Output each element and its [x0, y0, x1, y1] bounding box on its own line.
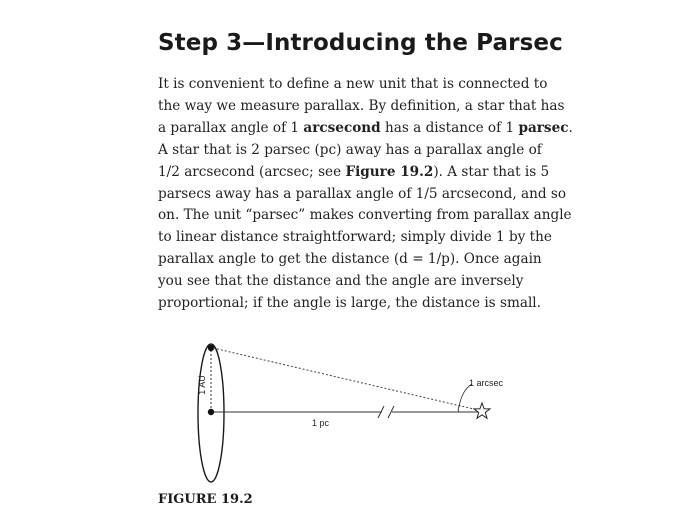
arcsec-label: 1 arcsec — [469, 378, 504, 388]
earth-position-center — [208, 409, 214, 415]
text-run: has a distance of 1 — [380, 119, 519, 136]
text-line: proportional; if the angle is large, the distance is small. — [158, 295, 541, 312]
text-run: a parallax angle of 1 — [158, 119, 304, 136]
text-run: ). A star that is 5 — [433, 163, 550, 180]
term-parsec: parsec — [518, 119, 569, 136]
text-run: . — [568, 119, 573, 136]
au-label: 1 AU — [197, 375, 207, 395]
pc-label: 1 pc — [312, 418, 330, 428]
text-line: on. The unit “parsec” makes converting from parallax angle — [158, 207, 572, 224]
star-icon — [474, 403, 490, 418]
text-line: A star that is 2 parsec (pc) away has a parallax angle of — [158, 141, 542, 158]
text-line: parallax angle to get the distance (d = 1/p). Once again — [158, 251, 542, 268]
figure-caption: FIGURE 19.2 — [158, 492, 253, 507]
sight-line-dashed — [213, 348, 478, 410]
text-line: the way we measure parallax. By definition, a star that has — [158, 97, 565, 114]
section-heading: Step 3—Introducing the Parsec — [158, 30, 563, 56]
text-line: It is convenient to define a new unit that is connected to — [158, 76, 548, 92]
text-line: parsecs away has a parallax angle of 1/5 arcsecond, and so — [158, 185, 567, 202]
text-line: to linear distance straightforward; simply divide 1 by the — [158, 229, 552, 246]
term-arcsecond: arcsecond — [303, 119, 381, 136]
text-run: 1/2 arcsecond (arcsec; see — [158, 163, 346, 180]
figure-reference: Figure 19.2 — [345, 163, 434, 180]
text-line: you see that the distance and the angle are inversely — [158, 273, 524, 290]
